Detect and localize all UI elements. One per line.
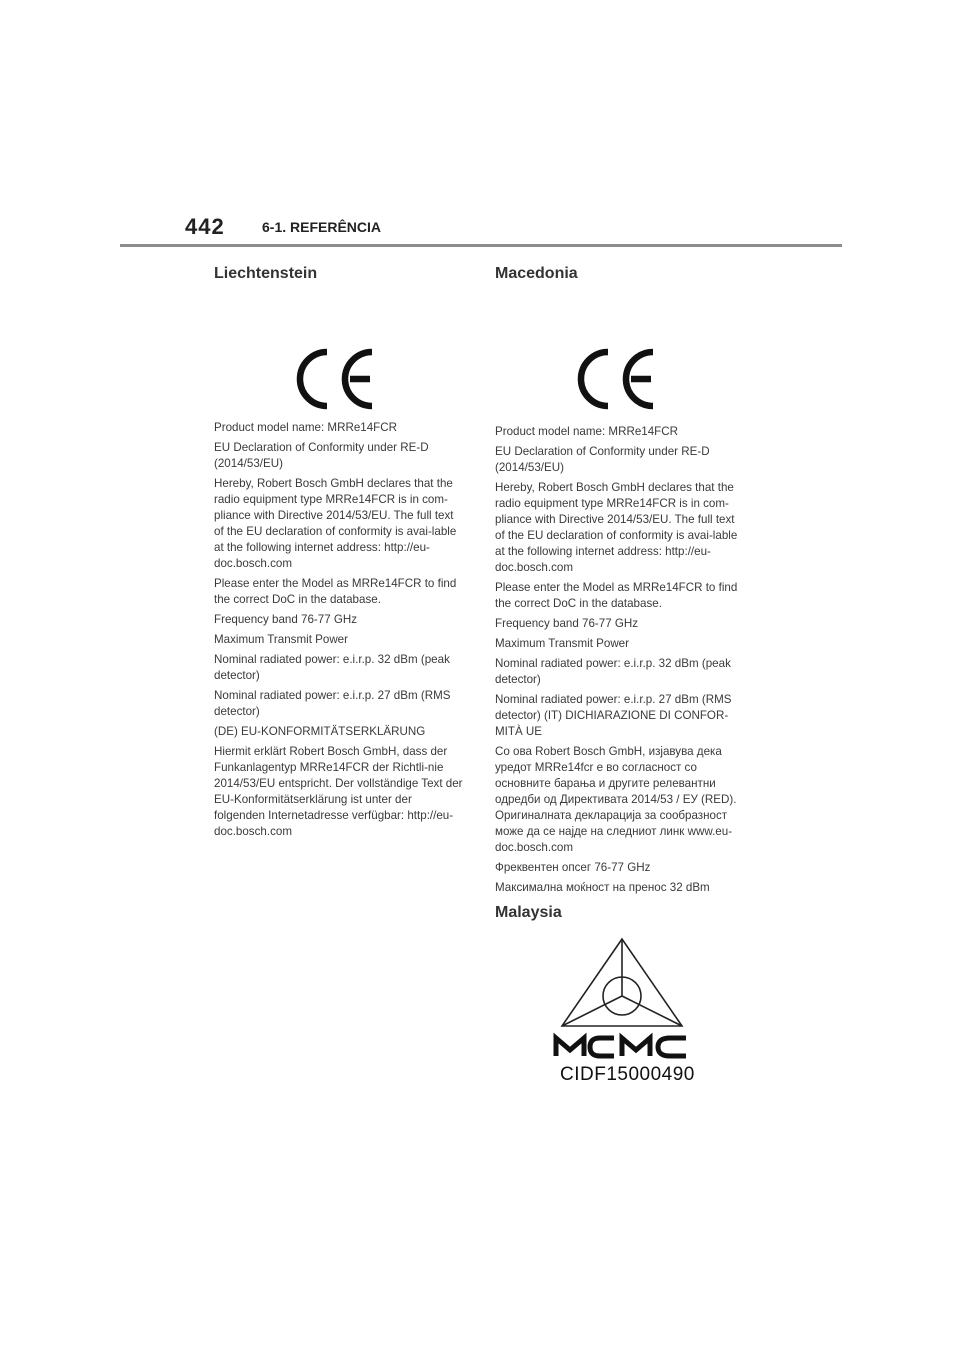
macedonia-text xyxy=(495,424,745,896)
paragraph: Please enter the Model as MRRe14FCR to find the correct DoC in the database. xyxy=(495,581,738,610)
mcmc-logo-icon xyxy=(552,936,692,1065)
paragraph: Nominal radiated power: e.i.r.p. 27 dBm (RMS detector) (IT) DICHIARAZIONE DI CONFOR-MITÀ UE xyxy=(495,693,732,738)
paragraph: Please enter the Model as MRRe14FCR to find the correct DoC in the database. xyxy=(214,577,457,606)
malaysia-heading: Malaysia xyxy=(495,904,562,921)
ce-mark-icon xyxy=(495,286,745,424)
paragraph: (DE) EU-KONFORMITÄTSERKLÄRUNG xyxy=(214,725,426,738)
paragraph: Maximum Transmit Power xyxy=(495,637,629,650)
paragraph: Maximum Transmit Power xyxy=(214,633,348,646)
section-title: 6-1. REFERÊNCIA xyxy=(262,219,382,235)
page-number: 442 xyxy=(185,214,225,239)
header-divider xyxy=(120,244,842,247)
paragraph: Максимална моќност на пренос 32 dBm xyxy=(495,881,710,894)
paragraph: Nominal radiated power: e.i.r.p. 32 dBm (peak detector) xyxy=(495,657,731,686)
paragraph: Фреквентен опсег 76-77 GHz xyxy=(495,861,651,874)
paragraph: EU Declaration of Conformity under RE-D (2014/53/EU) xyxy=(495,445,710,474)
liechtenstein-section xyxy=(214,262,464,844)
paragraph: Hereby, Robert Bosch GmbH declares that the radio equipment type MRRe14FCR is in com-pliance with Directive 2014/53/EU. The full text of the EU declaration of conformity is avai-lable at the following internet address: http://eu-doc.bosch.com xyxy=(495,481,738,574)
paragraph: Nominal radiated power: e.i.r.p. 27 dBm (RMS detector) xyxy=(214,689,451,718)
macedonia-section xyxy=(495,262,745,900)
liechtenstein-text xyxy=(214,420,464,840)
paragraph: Nominal radiated power: e.i.r.p. 32 dBm (peak detector) xyxy=(214,653,450,682)
paragraph: Hiermit erklärt Robert Bosch GmbH, dass der Funkanlagentyp MRRe14FCR der Richtli-nie 2014/53/EU entspricht. Der vollständige Text der EU-Konformitätserklärung ist unter der folgenden Internetadresse verfügbar: http://eu-doc.bosch.com xyxy=(214,745,463,838)
paragraph: Со ова Robert Bosch GmbH, изјавува дека уредот MRRe14fcr е во согласност со основните барања и другите релевантни одредби од Директивата 2014/53 / ЕУ (RED). Оригиналната декларација за сообразност може да се најде на следниот линк www.eu-doc.bosch.com xyxy=(495,745,737,854)
liechtenstein-heading: Liechtenstein xyxy=(214,265,318,282)
paragraph: EU Declaration of Conformity under RE-D (2014/53/EU) xyxy=(214,441,429,470)
ce-mark-icon xyxy=(214,286,464,420)
paragraph: Hereby, Robert Bosch GmbH declares that the radio equipment type MRRe14FCR is in com-pliance with Directive 2014/53/EU. The full text of the EU declaration of conformity is avai-lable at the following internet address: http://eu-doc.bosch.com xyxy=(214,477,457,570)
paragraph: Product model name: MRRe14FCR xyxy=(214,421,397,434)
certificate-number: CIDF15000490 xyxy=(560,1064,695,1085)
macedonia-heading: Macedonia xyxy=(495,265,578,282)
paragraph: Frequency band 76-77 GHz xyxy=(214,613,358,626)
paragraph: Frequency band 76-77 GHz xyxy=(495,617,639,630)
paragraph: Product model name: MRRe14FCR xyxy=(495,425,678,438)
